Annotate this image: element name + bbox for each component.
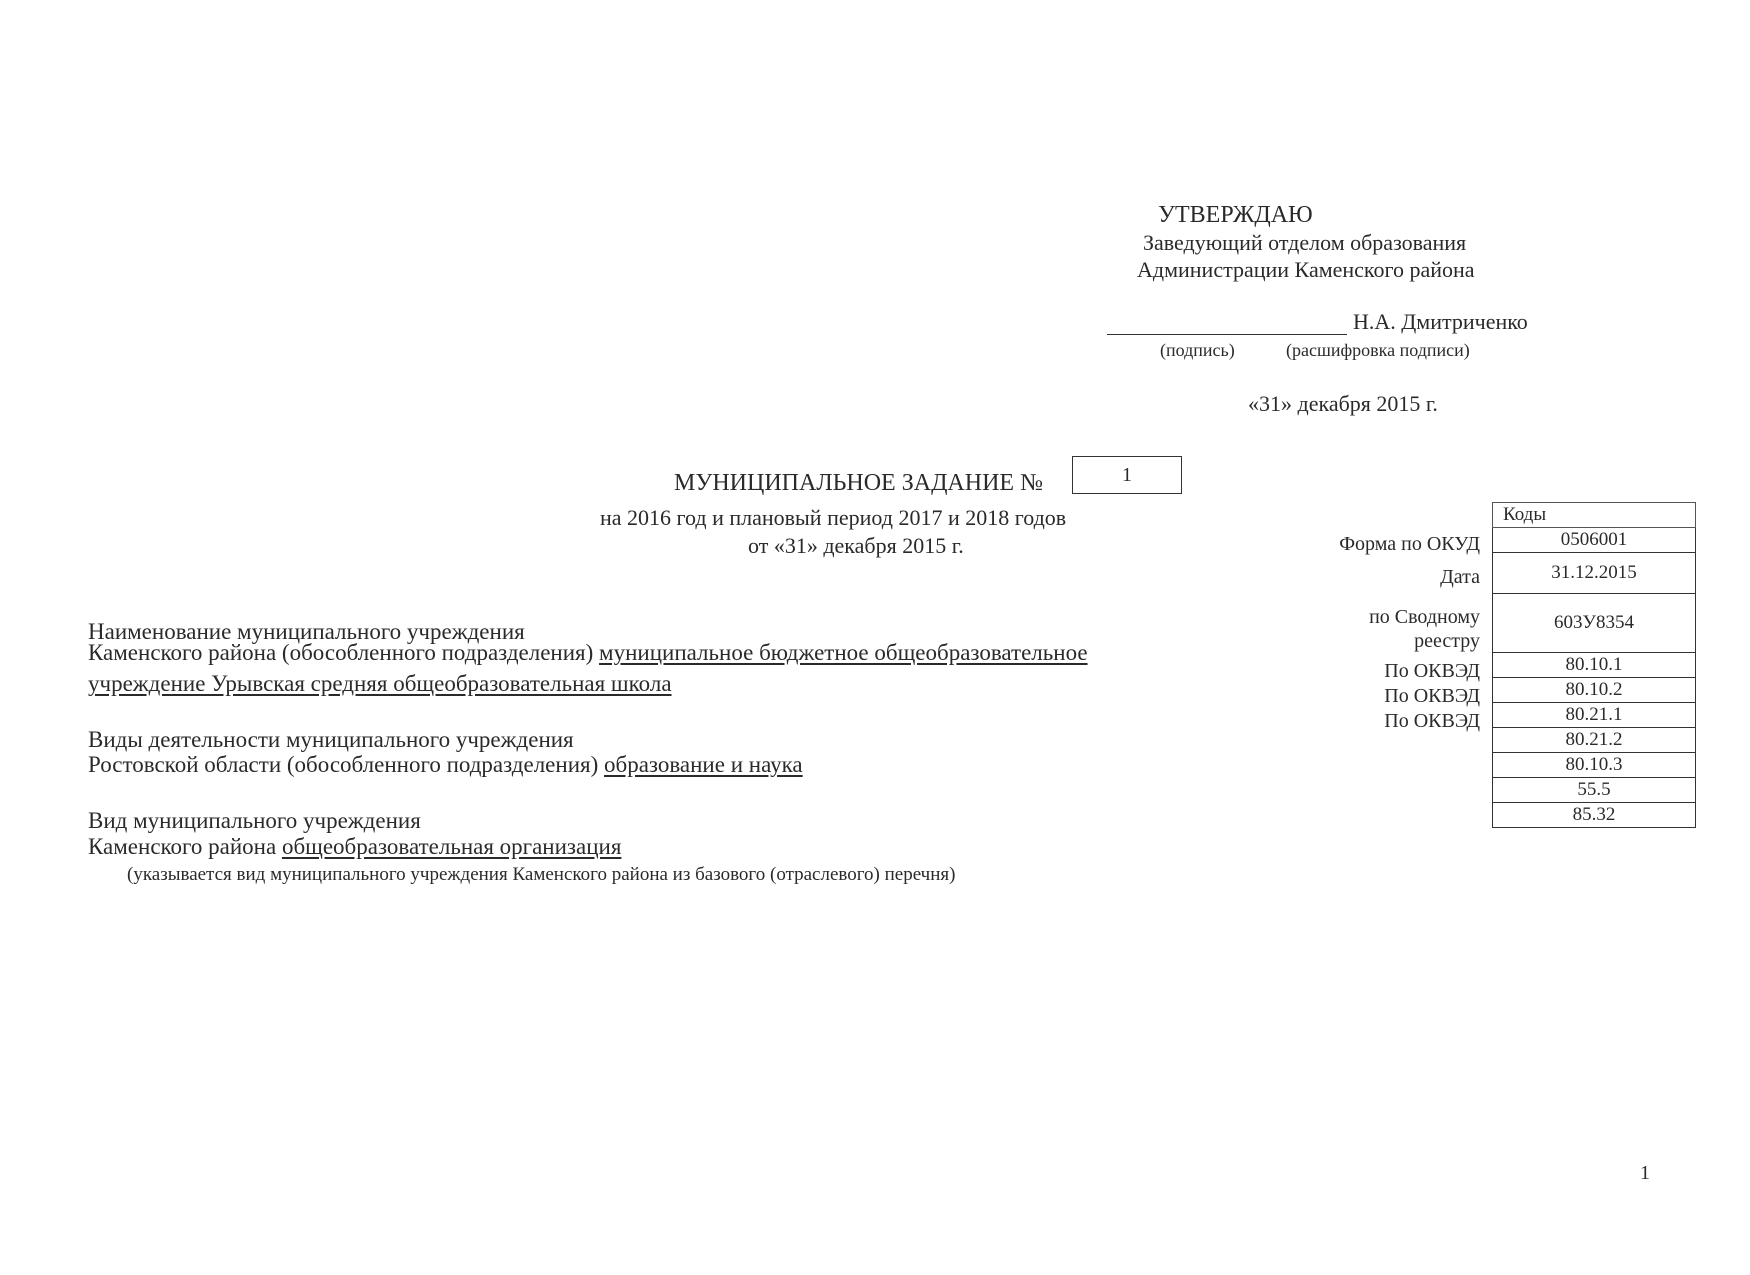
activity-label-line1: Виды деятельности муниципального учреждения: [88, 727, 574, 752]
codes-header: Коды: [1493, 503, 1696, 528]
type-label-line1: Вид муниципального учреждения: [88, 808, 421, 833]
signature-row: [1107, 309, 1528, 335]
label-registry-line1: по Сводному: [1369, 606, 1480, 628]
code-okved-6: 55.5: [1493, 778, 1696, 803]
code-okved-3: 80.21.1: [1493, 703, 1696, 728]
code-okud: 0506001: [1493, 528, 1696, 553]
page-number: 1: [1640, 1162, 1650, 1184]
label-date: Дата: [1440, 566, 1480, 588]
activity-label-prefix: Ростовской области (обособленного подразделения): [88, 752, 604, 777]
type-note: (указывается вид муниципального учреждения Каменского района из базового (отраслевого) перечня): [127, 864, 956, 885]
label-okud: Форма по ОКУД: [1339, 533, 1480, 555]
type-label-prefix: Каменского района: [88, 834, 282, 859]
institution-name-part1: муниципальное бюджетное общеобразовательное: [599, 640, 1088, 665]
signer-name: Н.А. Дмитриченко: [1353, 309, 1528, 334]
code-okved-7: 85.32: [1493, 803, 1696, 828]
label-okved-2: По ОКВЭД: [1384, 685, 1480, 707]
code-okved-2: 80.10.2: [1493, 678, 1696, 703]
approval-heading: УТВЕРЖДАЮ: [1158, 202, 1313, 228]
approval-position-line2: Администрации Каменского района: [1137, 257, 1475, 282]
name-label-line1: Наименование муниципального учреждения: [88, 619, 525, 644]
code-okved-1: 80.10.1: [1493, 653, 1696, 678]
caption-signature: (подпись): [1160, 340, 1235, 360]
institution-name-part2: учреждение Урывская средняя общеобразовательная школа: [88, 671, 672, 696]
code-date: 31.12.2015: [1493, 553, 1696, 594]
task-title: МУНИЦИПАЛЬНОЕ ЗАДАНИЕ №: [674, 470, 1043, 496]
code-okved-5: 80.10.3: [1493, 753, 1696, 778]
name-label-prefix: Каменского района (обособленного подразделения): [88, 640, 600, 665]
name-label-line2: [88, 640, 1088, 666]
code-registry: 603У8354: [1493, 594, 1696, 653]
approval-position-line1: Заведующий отделом образования: [1143, 230, 1467, 255]
task-date: от «31» декабря 2015 г.: [748, 533, 964, 558]
label-registry-line2: реестру: [1414, 630, 1480, 652]
codes-table: [1492, 502, 1696, 828]
caption-decoding: (расшифровка подписи): [1286, 340, 1470, 360]
label-okved-1: По ОКВЭД: [1384, 660, 1480, 682]
label-okved-3: По ОКВЭД: [1384, 710, 1480, 732]
type-value: общеобразовательная организация: [281, 834, 622, 859]
approval-date: «31» декабря 2015 г.: [1248, 391, 1438, 416]
task-number-box: 1: [1072, 456, 1182, 494]
activity-label-line2: [88, 752, 803, 778]
code-okved-4: 80.21.2: [1493, 728, 1696, 753]
signature-line: [1107, 314, 1347, 335]
type-label-line2: [88, 834, 621, 860]
task-period: на 2016 год и плановый период 2017 и 2018 годов: [600, 505, 1067, 530]
activity-value: образование и наука: [604, 752, 803, 777]
